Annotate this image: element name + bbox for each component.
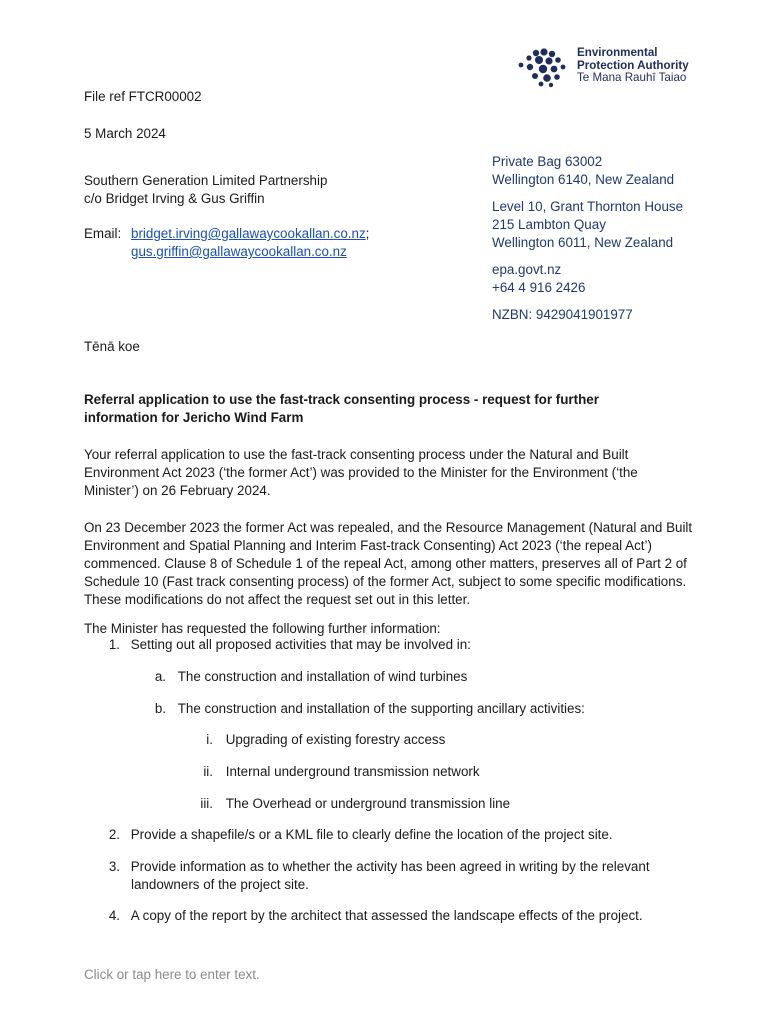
list-item <box>84 636 471 654</box>
sub-sub-list-item-text: Upgrading of existing forestry access <box>225 732 446 747</box>
list-item-number: 1. <box>108 637 120 652</box>
request-intro: The Minister has requested the following further information: <box>84 621 441 636</box>
email-separator: ; <box>365 226 370 241</box>
addressee-line-2: c/o Bridget Irving & Gus Griffin <box>84 191 265 206</box>
street-address-line-2: 215 Lambton Quay <box>492 217 606 232</box>
street-address-line-3: Wellington 6011, New Zealand <box>492 235 674 250</box>
sub-list-item-letter: a. <box>154 669 166 684</box>
list-item-number: 2. <box>108 827 120 842</box>
sub-sub-list-item-numeral: ii. <box>203 764 213 779</box>
list-item-text: Provide a shapefile/s or a KML file to clearly define the location of the project site. <box>130 827 613 842</box>
sub-list-item <box>84 668 467 686</box>
list-item <box>84 907 643 925</box>
paragraph-2: On 23 December 2023 the former Act was repealed, and the Resource Management (Natural and Built Environment and Spatial Planning and Interim Fast-track Consenting) Act 2023 (‘the repeal Act’) commenced. Clause 8 of Schedule 1 of the repeal Act, among other matters, preserves all of Part 2 of Schedule 10 (Fast track consenting process) of the former Act, subject to some specific modifications. These modifications do not affect the request set out in this letter. <box>84 520 693 607</box>
sub-sub-list-item-numeral: iii. <box>200 796 213 811</box>
sub-sub-list-item-numeral: i. <box>206 732 213 747</box>
sub-sub-list-item-text: Internal underground transmission network <box>225 764 480 779</box>
logo-line-3: Te Mana Rauhī Taiao <box>577 71 687 84</box>
list-item-text-line-2: landowners of the project site. <box>131 877 309 892</box>
sub-list-item-text: The construction and installation of wind turbines <box>177 669 468 684</box>
email-label: Email: <box>84 226 122 241</box>
text-placeholder-field[interactable]: Click or tap here to enter text. <box>84 967 260 982</box>
list-item-number: 3. <box>108 859 120 874</box>
paragraph-1: Your referral application to use the fast-track consenting process under the Natural and Built Environment Act 2023 (‘the former Act’) was provided to the Minister for the Environment (‘the Minister’) on 26 February 2024. <box>84 447 638 498</box>
sub-sub-list-item <box>84 731 445 749</box>
sub-list-item-letter: b. <box>154 701 166 716</box>
addressee-line-1: Southern Generation Limited Partnership <box>84 173 328 188</box>
list-item-text-line-1: Provide information as to whether the activity has been agreed in writing by the relevant <box>130 859 650 874</box>
street-address-line-1: Level 10, Grant Thornton House <box>492 199 684 214</box>
sub-sub-list-item <box>84 795 510 813</box>
email-link-gus[interactable]: gus.griffin@gallawaycookallan.co.nz <box>131 244 347 259</box>
postal-address-line-1: Private Bag 63002 <box>492 154 603 169</box>
file-reference: File ref FTCR00002 <box>84 89 202 104</box>
postal-address-line-2: Wellington 6140, New Zealand <box>492 172 675 187</box>
sub-sub-list-item <box>84 763 480 781</box>
list-item-text: A copy of the report by the architect that assessed the landscape effects of the project. <box>130 908 643 923</box>
list-item <box>84 826 613 844</box>
logo-line-1: Environmental <box>577 46 658 59</box>
list-item-number: 4. <box>108 908 120 923</box>
list-item-text: Setting out all proposed activities that may be involved in: <box>130 637 471 652</box>
epa-logo <box>514 46 714 90</box>
letter-date: 5 March 2024 <box>84 126 166 141</box>
contact-details <box>492 153 683 324</box>
email-link-bridget[interactable]: bridget.irving@gallawaycookallan.co.nz <box>131 226 366 241</box>
phone-number: +64 4 916 2426 <box>492 280 586 295</box>
sub-list-item-text: The construction and installation of the supporting ancillary activities: <box>177 701 585 716</box>
sub-sub-list-item-text: The Overhead or underground transmission line <box>225 796 511 811</box>
addressee <box>84 172 327 208</box>
email-block <box>84 225 369 261</box>
website: epa.govt.nz <box>492 262 562 277</box>
list-item-continuation <box>131 876 309 894</box>
logo-line-2: Protection Authority <box>577 58 689 72</box>
list-item <box>84 858 650 876</box>
greeting: Tēnā koe <box>84 339 140 354</box>
nzbn: NZBN: 9429041901977 <box>492 307 633 322</box>
subject-heading: Referral application to use the fast-track consenting process - request for further information for Jericho Wind Farm <box>84 392 599 425</box>
epa-logo-mark-icon <box>514 48 570 88</box>
sub-list-item <box>84 700 585 718</box>
